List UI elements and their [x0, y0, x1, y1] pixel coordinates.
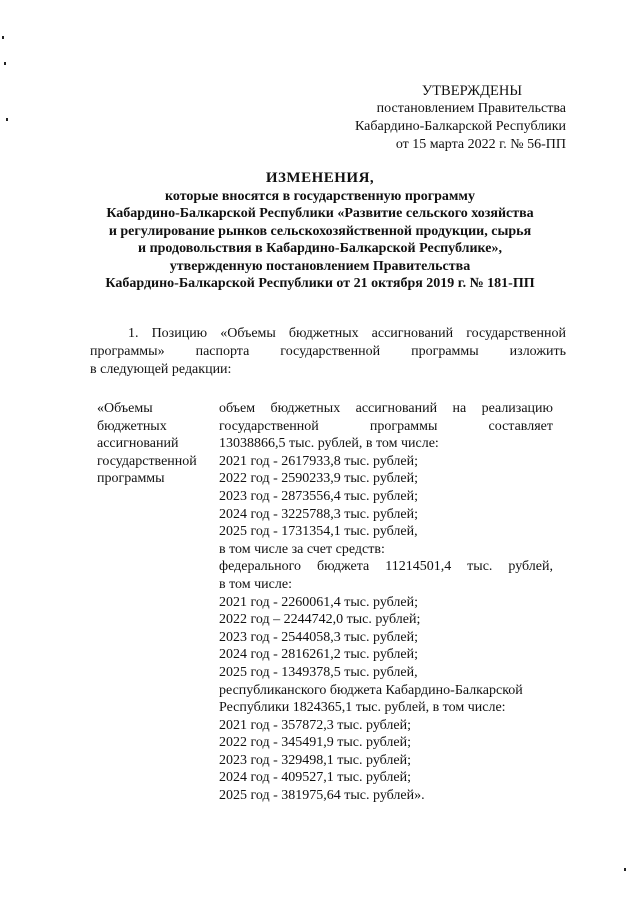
approval-line: от 15 марта 2022 г. № 56-ПП	[395, 137, 566, 152]
total-year-line: 2023 год - 2873556,4 тыс. рублей;	[219, 488, 419, 504]
table-left-column	[97, 400, 212, 488]
regional-year-line: 2023 год - 329498,1 тыс. рублей;	[219, 752, 412, 768]
paragraph-line: программы» паспорта государственной программы изложить	[90, 344, 566, 359]
title-line: и продовольствия в Кабардино-Балкарской Республике»,	[138, 241, 502, 256]
left-cell-line: ассигнований	[97, 436, 179, 452]
table-right-column	[219, 400, 553, 805]
intro-line: государственной программы составляет	[219, 418, 553, 434]
paragraph-line: 1. Позицию «Объемы бюджетных ассигнований государственной	[128, 326, 566, 341]
regional-year-line: 2024 год - 409527,1 тыс. рублей;	[219, 770, 412, 786]
document-title	[70, 170, 570, 293]
federal-year-line: 2023 год - 2544058,3 тыс. рублей;	[219, 629, 419, 645]
total-year-line: 2022 год - 2590233,9 тыс. рублей;	[219, 471, 419, 487]
title-line: и регулирование рынков сельскохозяйственной продукции, сырья	[108, 223, 532, 239]
federal-year-line: 2024 год - 2816261,2 тыс. рублей;	[219, 647, 419, 663]
approval-line: постановлением Правительства	[376, 101, 566, 116]
left-cell-line: «Объемы	[97, 401, 153, 416]
title-line: утвержденную постановлением Правительства	[169, 258, 471, 274]
title-line: Кабардино-Балкарской Республики «Развитие сельского хозяйства	[106, 206, 534, 221]
approval-line: Кабардино-Балкарской Республики	[355, 119, 566, 134]
left-cell-line: бюджетных	[97, 418, 167, 434]
left-cell-line: государственной	[97, 453, 197, 469]
regional-year-line: 2021 год - 357872,3 тыс. рублей;	[219, 717, 412, 733]
approval-block	[320, 82, 566, 154]
title-line: Кабардино-Балкарской Республики от 21 октября 2019 г. № 181-ПП	[105, 276, 535, 291]
total-year-line: 2024 год - 3225788,3 тыс. рублей;	[219, 506, 419, 522]
title-main: ИЗМЕНЕНИЯ,	[265, 170, 375, 186]
federal-year-line: 2021 год - 2260061,4 тыс. рублей;	[219, 594, 419, 610]
approval-heading: УТВЕРЖДЕНЫ	[421, 83, 522, 99]
federal-line: федерального бюджета 11214501,4 тыс. рублей,	[219, 559, 553, 575]
title-line: которые вносятся в государственную программу	[165, 188, 475, 204]
intro-line: 13038866,5 тыс. рублей, в том числе:	[219, 436, 439, 452]
sources-heading: в том числе за счет средств:	[219, 541, 385, 557]
regional-line: Республики 1824365,1 тыс. рублей, в том числе:	[219, 700, 506, 716]
federal-year-line: 2022 год – 2244742,0 тыс. рублей;	[219, 612, 421, 628]
federal-line: в том числе:	[219, 576, 292, 592]
scan-mark	[4, 62, 6, 65]
regional-line: республиканского бюджета Кабардино-Балкарской	[219, 682, 523, 698]
federal-year-line: 2025 год - 1349378,5 тыс. рублей,	[219, 664, 418, 680]
regional-year-line: 2022 год - 345491,9 тыс. рублей;	[219, 735, 412, 751]
intro-line: объем бюджетных ассигнований на реализацию	[219, 401, 553, 416]
scan-mark	[624, 868, 626, 871]
left-cell-line: программы	[97, 471, 165, 487]
scan-mark	[2, 36, 4, 39]
scan-mark	[6, 118, 8, 121]
total-year-line: 2021 год - 2617933,8 тыс. рублей;	[219, 453, 419, 469]
regional-year-line: 2025 год - 381975,64 тыс. рублей».	[219, 788, 425, 804]
paragraph-line: в следующей редакции:	[90, 362, 232, 377]
total-year-line: 2025 год - 1731354,1 тыс. рублей,	[219, 524, 418, 540]
paragraph-1	[90, 325, 566, 379]
